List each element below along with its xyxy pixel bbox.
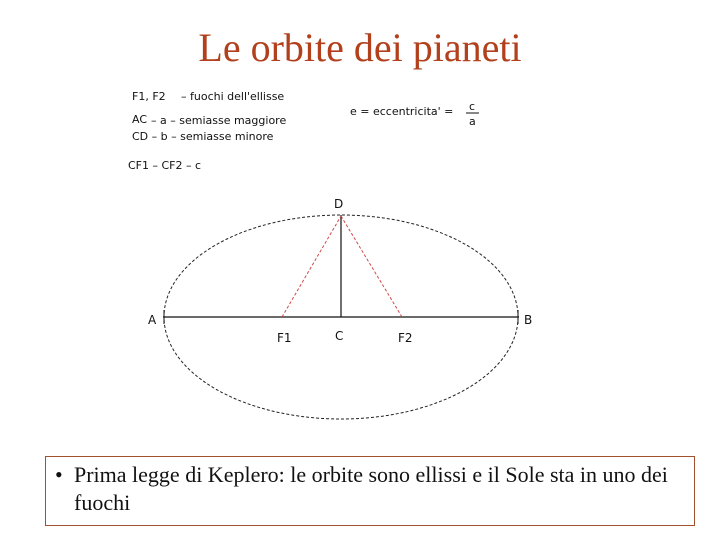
point-label-c: C bbox=[335, 329, 344, 343]
slide-title: Le orbite dei pianeti bbox=[198, 25, 522, 70]
legend-cd-text: CD – b – semiasse minore bbox=[132, 130, 274, 143]
point-label-a: A bbox=[148, 313, 157, 327]
point-label-b: B bbox=[524, 313, 533, 327]
legend-foci-text: – fuochi dell'ellisse bbox=[181, 90, 285, 103]
point-label-f1: F1 bbox=[277, 331, 292, 345]
focal-line-f1-d bbox=[282, 216, 341, 317]
legend-ac-symbol: AC bbox=[132, 113, 148, 126]
note-box bbox=[45, 456, 695, 526]
point-label-f2: F2 bbox=[398, 331, 413, 345]
eccentricity-label: e = eccentricita' = bbox=[350, 105, 454, 118]
legend-cf-text: CF1 – CF2 – c bbox=[128, 159, 202, 172]
bullet-marker: • bbox=[55, 462, 63, 487]
eccentricity-denominator: a bbox=[469, 115, 476, 128]
point-label-d: D bbox=[334, 197, 344, 211]
bullet-text: Prima legge di Keplero: le orbite sono ellissi e il Sole sta in uno dei fuochi bbox=[74, 462, 668, 515]
legend-ac-text: – a – semiasse maggiore bbox=[151, 114, 287, 127]
legend bbox=[128, 90, 479, 172]
eccentricity-numerator: c bbox=[469, 100, 476, 113]
legend-foci-symbol: F1, F2 bbox=[132, 90, 166, 103]
focal-line-f2-d bbox=[341, 216, 402, 317]
